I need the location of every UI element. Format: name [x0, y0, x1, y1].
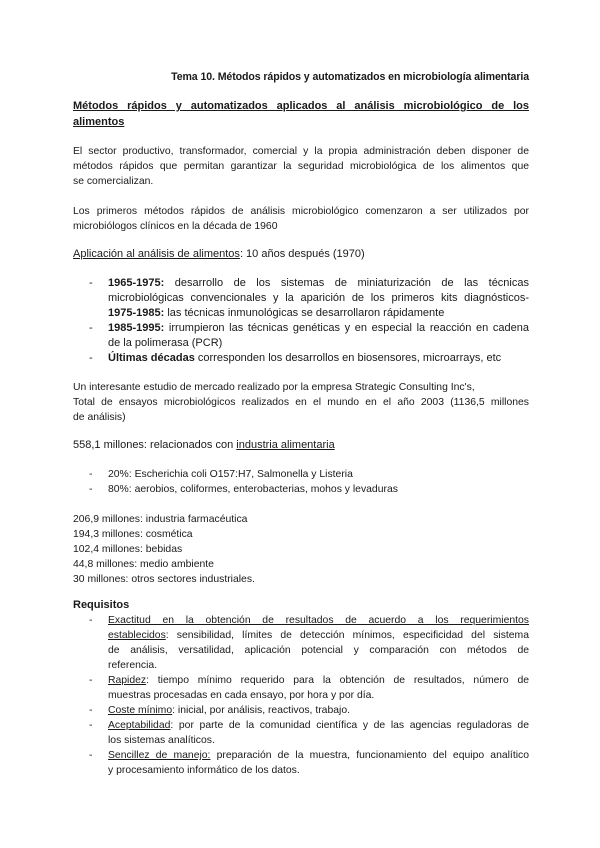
requirement-text: : inicial, por análisis, reactivos, trabajo. [172, 705, 350, 716]
history-period: 1965-1975: [108, 277, 165, 289]
dash-bullet-icon: - [89, 705, 93, 716]
sector-line: 194,3 millones: cosmética [73, 529, 193, 540]
food-breakdown-list [73, 467, 529, 497]
sector-line: 206,9 millones: industria farmacéutica [73, 514, 248, 525]
requirement-text: : tiempo mínimo requerido para la obtención de resultados, número de [146, 675, 529, 686]
intro-p1-line-1: El sector productivo, transformador, comercial y la propia administración deben disponer de [73, 146, 529, 157]
requirement-term: Exactitud en la obtención de resultados de acuerdo a los requerimientos [108, 615, 529, 626]
history-text: de la polimerasa (PCR) [108, 337, 223, 349]
requirement-text: : sensibilidad, límites de detección mínimos, especificidad del sistema [165, 630, 529, 641]
market-line-3: de análisis) [73, 412, 126, 423]
sector-line: 30 millones: otros sectores industriales. [73, 574, 255, 585]
application-line [73, 247, 529, 262]
intro-paragraph-2 [73, 204, 529, 234]
history-text: irrumpieron las técnicas genéticas y en especial la reacción en cadena [164, 322, 529, 334]
list-item [73, 703, 529, 718]
history-list [73, 276, 529, 366]
dash-bullet-icon: - [89, 469, 93, 480]
requirement-text: de análisis, versatilidad, aplicación potencial y comparación con métodos de [108, 645, 529, 656]
requirement-term: establecidos [108, 630, 166, 641]
dash-bullet-icon: - [89, 615, 93, 626]
list-item [73, 748, 529, 778]
intro-p1-line-3: se comercializan. [73, 176, 154, 187]
application-rest: : 10 años después (1970) [239, 248, 365, 260]
dash-bullet-icon: - [89, 322, 93, 334]
other-sectors [73, 512, 529, 587]
requirement-text: los sistemas analíticos. [108, 735, 215, 746]
history-period: Últimas décadas [108, 352, 195, 364]
section-title-line-1: Métodos rápidos y automatizados aplicados al análisis microbiológico de los [73, 100, 529, 112]
sector-line: 44,8 millones: medio ambiente [73, 559, 214, 570]
requirement-text: preparación de la muestra, funcionamiento del equipo analítico [210, 750, 529, 761]
requirement-text: y procesamiento informático de los datos. [108, 765, 300, 776]
dash-bullet-icon: - [89, 720, 93, 731]
market-line-1: Un interesante estudio de mercado realizado por la empresa Strategic Consulting Inc's, [73, 382, 475, 393]
dash-bullet-icon: - [89, 352, 93, 364]
requirements-heading: Requisitos [73, 599, 130, 611]
breakdown-text: 20%: Escherichia coli O157:H7, Salmonella y Listeria [108, 469, 353, 480]
requirement-term: Coste mínimo [108, 705, 173, 716]
food-industry-line [73, 438, 529, 453]
intro-p1-line-2: métodos rápidos que permitan garantizar la seguridad microbiológica de los alimentos que [73, 161, 529, 172]
list-item [73, 613, 529, 673]
history-text: corresponden los desarrollos en biosensores, microarrays, etc [194, 352, 502, 364]
intro-paragraph-1 [73, 144, 529, 189]
section-title-line-2: alimentos [73, 115, 125, 128]
requirement-text: muestras procesadas en cada ensayo, por hora y por día. [108, 690, 375, 701]
dash-bullet-icon: - [89, 277, 93, 289]
market-paragraph [73, 380, 529, 425]
history-text: las técnicas inmunológicas se desarrollaron rápidamente [164, 307, 445, 319]
list-item [73, 673, 529, 703]
list-item [73, 276, 529, 321]
requirement-term: Aceptabilidad [108, 720, 171, 731]
breakdown-text: 80%: aerobios, coliformes, enterobacterias, mohos y levaduras [108, 484, 398, 495]
list-item [73, 718, 529, 748]
intro-p2-line-2: microbiólogos clínicos en la década de 1960 [73, 221, 278, 232]
document-header: Tema 10. Métodos rápidos y automatizados en microbiología alimentaria [171, 71, 529, 83]
history-text: desarrollo de los sistemas de miniaturización de las técnicas [164, 277, 529, 289]
sector-line: 102,4 millones: bebidas [73, 544, 183, 555]
dash-bullet-icon: - [89, 675, 93, 686]
list-item [73, 467, 529, 482]
requirements-list [73, 613, 529, 778]
list-item [73, 351, 529, 366]
food-industry-term: industria alimentaria [236, 439, 335, 451]
food-industry-prefix: 558,1 millones: relacionados con [73, 439, 237, 451]
requirement-text: referencia. [108, 660, 158, 671]
history-period: 1975-1985: [108, 307, 165, 319]
section-title [73, 99, 529, 130]
list-item [73, 482, 529, 497]
history-text: microbiológicas convencionales y la aparición de los primeros kits diagnósticos- [108, 292, 529, 304]
intro-p2-line-1: Los primeros métodos rápidos de análisis microbiológico comenzaron a ser utilizados por [73, 206, 529, 217]
requirement-term: Sencillez de manejo: [108, 750, 211, 761]
market-line-2: Total de ensayos microbiológicos realizados en el mundo en el año 2003 (1136,5 millones [73, 397, 529, 408]
list-item [73, 321, 529, 351]
application-label: Aplicación al análisis de alimentos [73, 248, 240, 260]
requirement-term: Rapidez [108, 675, 147, 686]
requirement-text: : por parte de la comunidad científica y de las agencias reguladoras de [170, 720, 529, 731]
dash-bullet-icon: - [89, 484, 93, 495]
history-period: 1985-1995: [108, 322, 165, 334]
dash-bullet-icon: - [89, 750, 93, 761]
